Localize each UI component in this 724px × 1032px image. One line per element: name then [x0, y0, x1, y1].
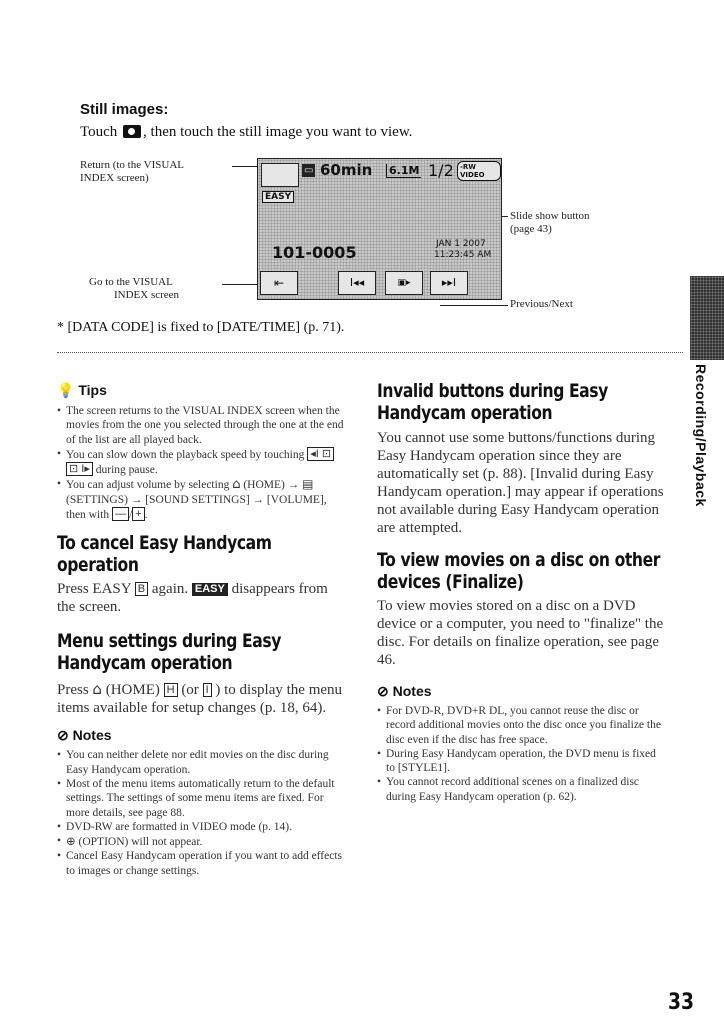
lcd-screen	[257, 158, 502, 300]
invalid-buttons-text: You cannot use some buttons/functions during Easy Handycam operation since they are automatically set (p. 88). [Invalid during Easy Handycam operation.] may appear if operations not available during Easy Handycam operation are attempted.	[377, 430, 664, 536]
home-icon: ⌂	[92, 680, 102, 699]
tip-text: /	[129, 509, 133, 522]
volume-down-icon: —	[112, 507, 129, 521]
tips-heading-text: Tips	[78, 382, 107, 398]
return-button[interactable]	[261, 163, 299, 187]
finalize-text: To view movies stored on a disc on a DVD device or a computer, you need to "finalize" the disc. For details on finalize operation, see page 46.	[377, 598, 664, 668]
slideshow-button[interactable]: ▣▸	[385, 271, 423, 295]
callout-slideshow	[510, 210, 589, 236]
callout-goto-line1: Go to the VISUAL	[89, 276, 173, 288]
data-code-footnote: * [DATA CODE] is fixed to [DATE/TIME] (p. 71).	[57, 320, 345, 335]
battery-icon: ▭	[304, 165, 314, 176]
note-item: • DVD-RW are formatted in VIDEO mode (p. 14).	[57, 820, 347, 834]
note-item: • During Easy Handycam operation, the DVD menu is fixed to [STYLE1].	[377, 747, 667, 776]
callout-return-line1: Return (to the VISUAL	[80, 159, 184, 171]
finalize-heading: To view movies on a disc on other devices (Finalize)	[377, 549, 661, 593]
menu-text-b: (HOME)	[105, 682, 160, 699]
next-button[interactable]: ▸▸I	[430, 271, 468, 295]
volume-up-icon: +	[132, 507, 144, 521]
section-tab-marker	[690, 276, 724, 360]
menu-settings-heading: Menu settings during Easy Handycam operation	[57, 630, 281, 675]
leader-prevnext	[440, 305, 508, 306]
cancel-text-c: disappears from the screen.	[57, 581, 328, 616]
home-icon: ⌂	[232, 477, 241, 493]
option-icon: ⊕	[66, 834, 76, 849]
callout-prev-next: Previous/Next	[510, 298, 573, 310]
callout-return	[80, 159, 184, 185]
file-number: 101-0005	[272, 243, 357, 262]
instruction-post: , then touch the still image you want to view.	[143, 124, 413, 140]
tip-text: (SETTINGS) → [SOUND SETTINGS] → [VOLUME], then with	[66, 493, 327, 522]
left-column	[57, 382, 347, 878]
note-item: • You can neither delete nor edit movies on the disc during Easy Handycam operation.	[57, 748, 347, 777]
tip-text: .	[144, 509, 148, 522]
cancel-text-a: Press EASY	[57, 581, 132, 598]
callout-slide-line1: Slide show button	[510, 210, 590, 222]
section-divider	[57, 352, 683, 353]
still-images-instruction	[80, 124, 412, 141]
right-column	[377, 380, 667, 804]
section-tab-label: Recording/Playback	[693, 364, 709, 507]
cancel-text-b: again.	[151, 581, 189, 598]
menu-text-c: (or	[181, 682, 199, 699]
callout-goto-index	[89, 276, 249, 302]
slow-forward-icon: ⊡ I▸	[66, 462, 93, 476]
invalid-buttons-heading: Invalid buttons during Easy Handycam operation	[377, 380, 608, 424]
easy-badge: EASY	[192, 583, 228, 596]
cancel-heading: To cancel Easy Handycam operation	[57, 532, 272, 577]
menu-text-a: Press	[57, 682, 89, 699]
callout-slide-line2: (page 43)	[510, 223, 552, 235]
menu-text-d: ) to display the menu items available for setup changes (p. 18, 64).	[57, 682, 343, 717]
menu-settings-text	[57, 680, 347, 717]
tip-item	[57, 477, 347, 522]
notes-icon: ⊘	[377, 683, 389, 699]
notes-heading-text: Notes	[72, 727, 112, 744]
lightbulb-icon: 💡	[57, 382, 75, 398]
disc-icon: -RW VIDEO	[457, 161, 501, 181]
callout-goto-line2: INDEX screen	[114, 289, 180, 301]
note-item	[57, 834, 347, 849]
date-code: JAN 1 2007	[436, 239, 486, 249]
still-images-heading: Still images:	[80, 101, 169, 118]
notes-heading	[57, 727, 347, 744]
note-item: • For DVD-R, DVD+R DL, you cannot reuse the disc or record additional movies onto the disc once you finalize the disc even if the disc has free space.	[377, 704, 667, 747]
camera-icon	[123, 125, 141, 138]
easy-indicator: EASY	[262, 191, 294, 203]
notes-icon: ⊘	[57, 727, 69, 744]
note-text: (OPTION) will not appear.	[78, 836, 203, 849]
settings-icon: ▤	[302, 477, 314, 492]
tip-text: You can slow down the playback speed by touching	[66, 448, 305, 461]
time-code: 11:23:45 AM	[434, 250, 492, 260]
tip-text: during pause.	[95, 464, 158, 477]
page-number: 33	[668, 990, 695, 1015]
easy-button-key: B	[135, 582, 148, 596]
tip-item: • The screen returns to the VISUAL INDEX screen when the movies from the one you selected through the one at the end of the list are all played back.	[57, 404, 347, 447]
image-size: 6.1M	[386, 164, 421, 178]
callout-return-line2: INDEX screen)	[80, 172, 149, 184]
image-counter: 1/2	[428, 161, 454, 180]
notes-heading-text: Notes	[392, 683, 432, 699]
note-item: • You cannot record additional scenes on a finalized disc during Easy Handycam operation (p. 62).	[377, 775, 667, 804]
visual-index-button[interactable]: ⇤	[260, 271, 298, 295]
tip-text: You can adjust volume by selecting	[66, 479, 230, 492]
slow-rewind-icon: ◂I ⊡	[307, 447, 334, 461]
home-key-h: H	[164, 683, 178, 697]
home-key-i: I	[203, 683, 212, 697]
previous-button[interactable]: I◂◂	[338, 271, 376, 295]
instruction-pre: Touch	[80, 124, 118, 140]
cancel-text	[57, 580, 347, 616]
tip-item	[57, 447, 347, 478]
note-item: • Most of the menu items automatically return to the default settings. The settings of some menu items are fixed. For more details, see page 88.	[57, 777, 347, 820]
battery-remaining: 60min	[320, 161, 373, 179]
note-item: • Cancel Easy Handycam operation if you want to add effects to images or change settings.	[57, 849, 347, 878]
tip-text: (HOME) →	[243, 479, 300, 492]
tips-heading	[57, 382, 347, 399]
notes-heading	[377, 683, 667, 700]
